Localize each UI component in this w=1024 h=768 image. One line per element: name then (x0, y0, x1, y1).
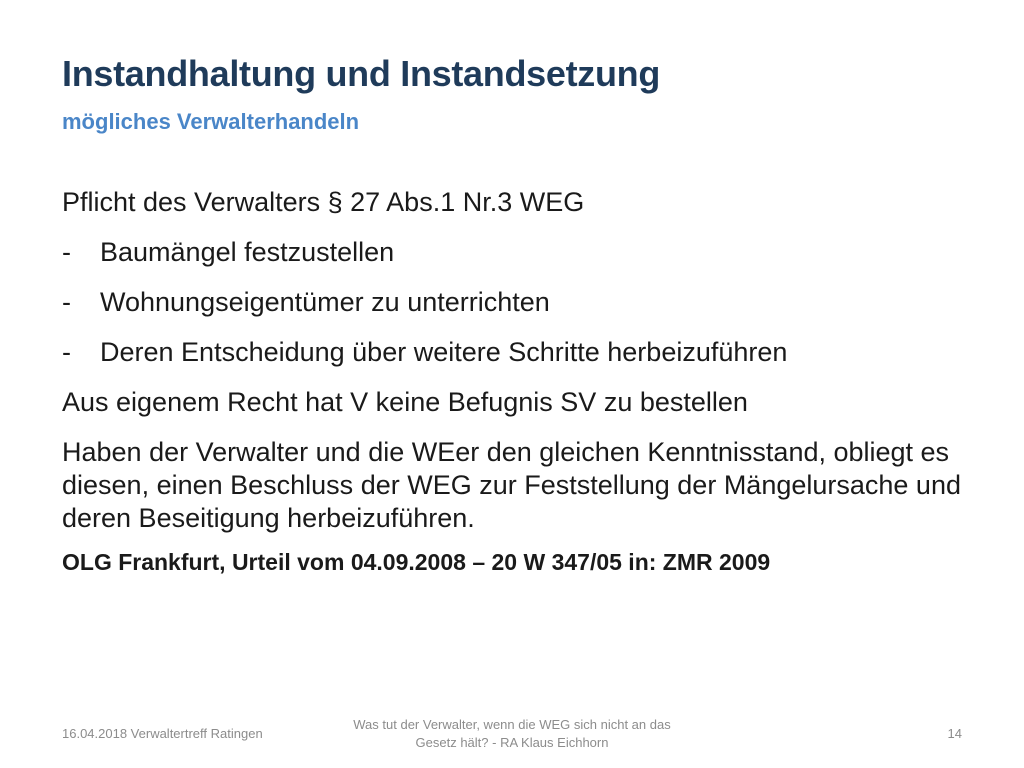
slide-subtitle: mögliches Verwalterhandeln (62, 109, 360, 134)
slide-body (62, 186, 962, 576)
body-line-authority: Aus eigenem Recht hat V keine Befugnis SV zu bestellen (62, 386, 748, 417)
footer-date-event: 16.04.2018 Verwaltertreff Ratingen (62, 726, 263, 741)
bullet-item (62, 336, 962, 369)
bullet-text: Baumängel festzustellen (100, 236, 395, 267)
body-paragraph: Haben der Verwalter und die WEer den gleichen Kenntnisstand, obliegt es diesen, einen Beschluss der WEG zur Feststellung der Mängelursache und deren Beseitigung herbeizuführen. (62, 436, 961, 533)
body-line-duty: Pflicht des Verwalters § 27 Abs.1 Nr.3 WEG (62, 187, 585, 217)
footer-presentation-title: Was tut der Verwalter, wenn die WEG sich nicht an das Gesetz hält? - RA Klaus Eichhorn (353, 717, 671, 751)
bullet-dash: - (62, 336, 71, 367)
slide-title: Instandhaltung und Instandsetzung (62, 53, 661, 94)
bullet-item (62, 236, 962, 269)
bullet-item (62, 286, 962, 319)
footer-page-number: 14 (947, 726, 962, 741)
bullet-dash: - (62, 236, 71, 267)
court-citation: OLG Frankfurt, Urteil vom 04.09.2008 – 20 W 347/05 in: ZMR 2009 (62, 548, 771, 575)
bullet-dash: - (62, 286, 71, 317)
bullet-text: Wohnungseigentümer zu unterrichten (100, 286, 550, 317)
bullet-text: Deren Entscheidung über weitere Schritte herbeizuführen (100, 336, 788, 367)
